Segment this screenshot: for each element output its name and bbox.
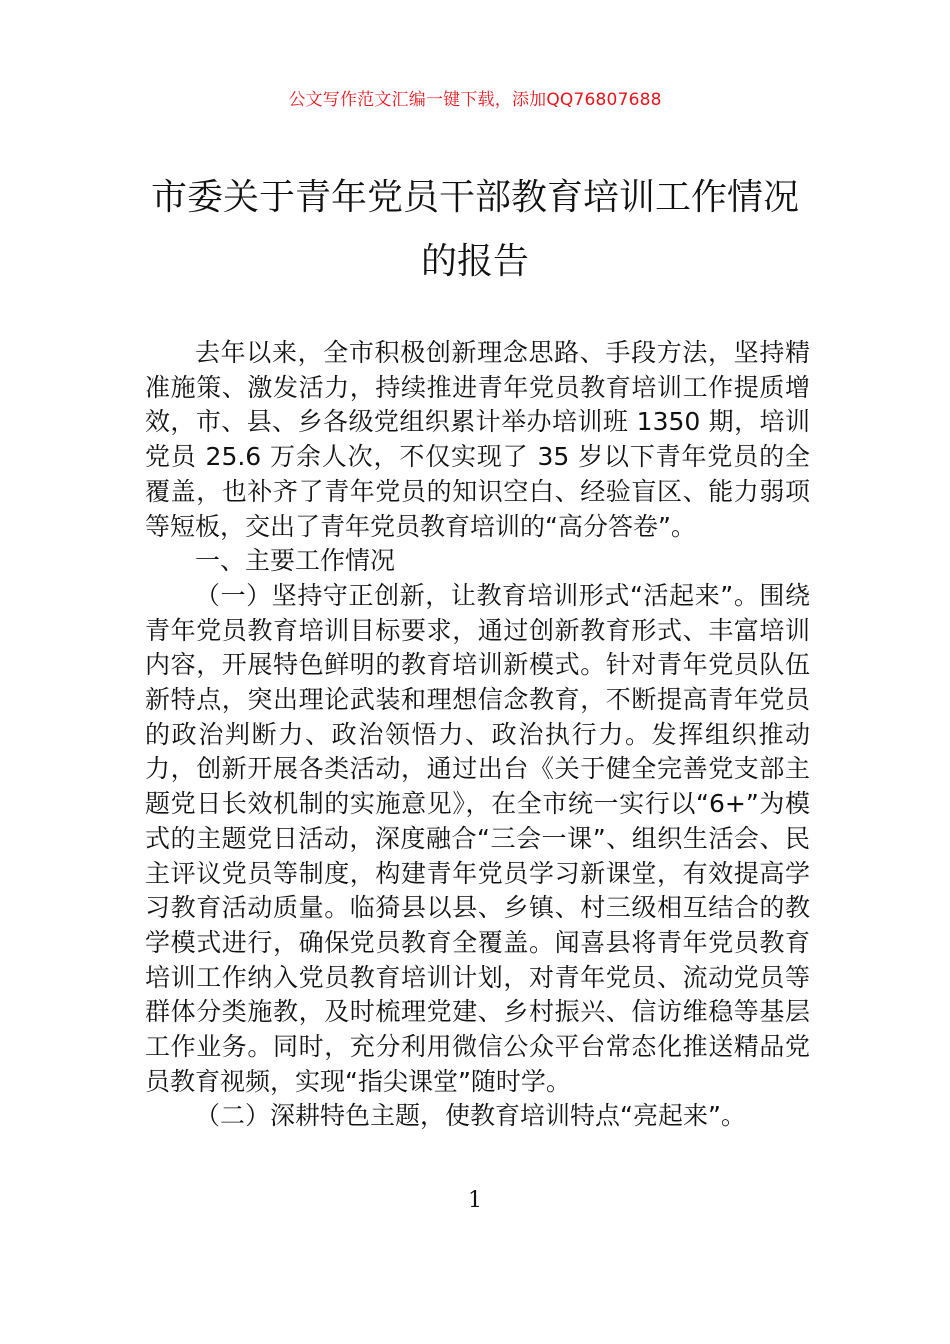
paragraph-intro: 去年以来，全市积极创新理念思路、手段方法，坚持精准施策、激发活力，持续推进青年党员教育培训工作提质增效，市、县、乡各级党组织累计举办培训班 1350 期，培训党员 25.6 万余人次，不仅实现了 35 岁以下青年党员的全覆盖，也补齐了青年党员的知识空白、经验盲区、能力弱项等短板，交出了青年党员教育培训的“高分答卷”。 [145,338,810,541]
section-heading-1: 一、主要工作情况 [195,546,396,576]
title-line-2: 的报告 [420,241,529,282]
page-number: 1 [468,1188,482,1213]
paragraph-subsection-1: （一）坚持守正创新，让教育培训形式“活起来”。围绕青年党员教育培训目标要求，通过创新教育形式、丰富培训内容，开展特色鲜明的教育培训新模式。针对青年党员队伍新特点，突出理论武装和理想信念教育，不断提高青年党员的政治判断力、政治领悟力、政治执行力。发挥组织推动力，创新开展各类活动，通过出台《关于健全完善党支部主题党日长效机制的实施意见》，在全市统一实行以“6+”为模式的主题党日活动，深度融合“三会一课”、组织生活会、民主评议党员等制度，构建青年党员学习新课堂，有效提高学习教育活动质量。临猗县以县、乡镇、村三级相互结合的教学模式进行，确保党员教育全覆盖。闻喜县将青年党员教育培训工作纳入党员教育培训计划，对青年党员、流动党员等群体分类施教，及时梳理党建、乡村振兴、信访维稳等基层工作业务。同时，充分利用微信公众平台常态化推送精品党员教育视频，实现“指尖课堂”随时学。 [145,580,810,1096]
document-title [100,170,850,290]
paragraph-subsection-2: （二）深耕特色主题，使教育培训特点“亮起来”。 [195,1101,746,1131]
title-line-1: 市委关于青年党员干部教育培训工作情况 [150,177,799,218]
document-body [145,336,810,1134]
watermark-text: 公文写作范文汇编一键下载，添加QQ76807688 [288,90,662,110]
